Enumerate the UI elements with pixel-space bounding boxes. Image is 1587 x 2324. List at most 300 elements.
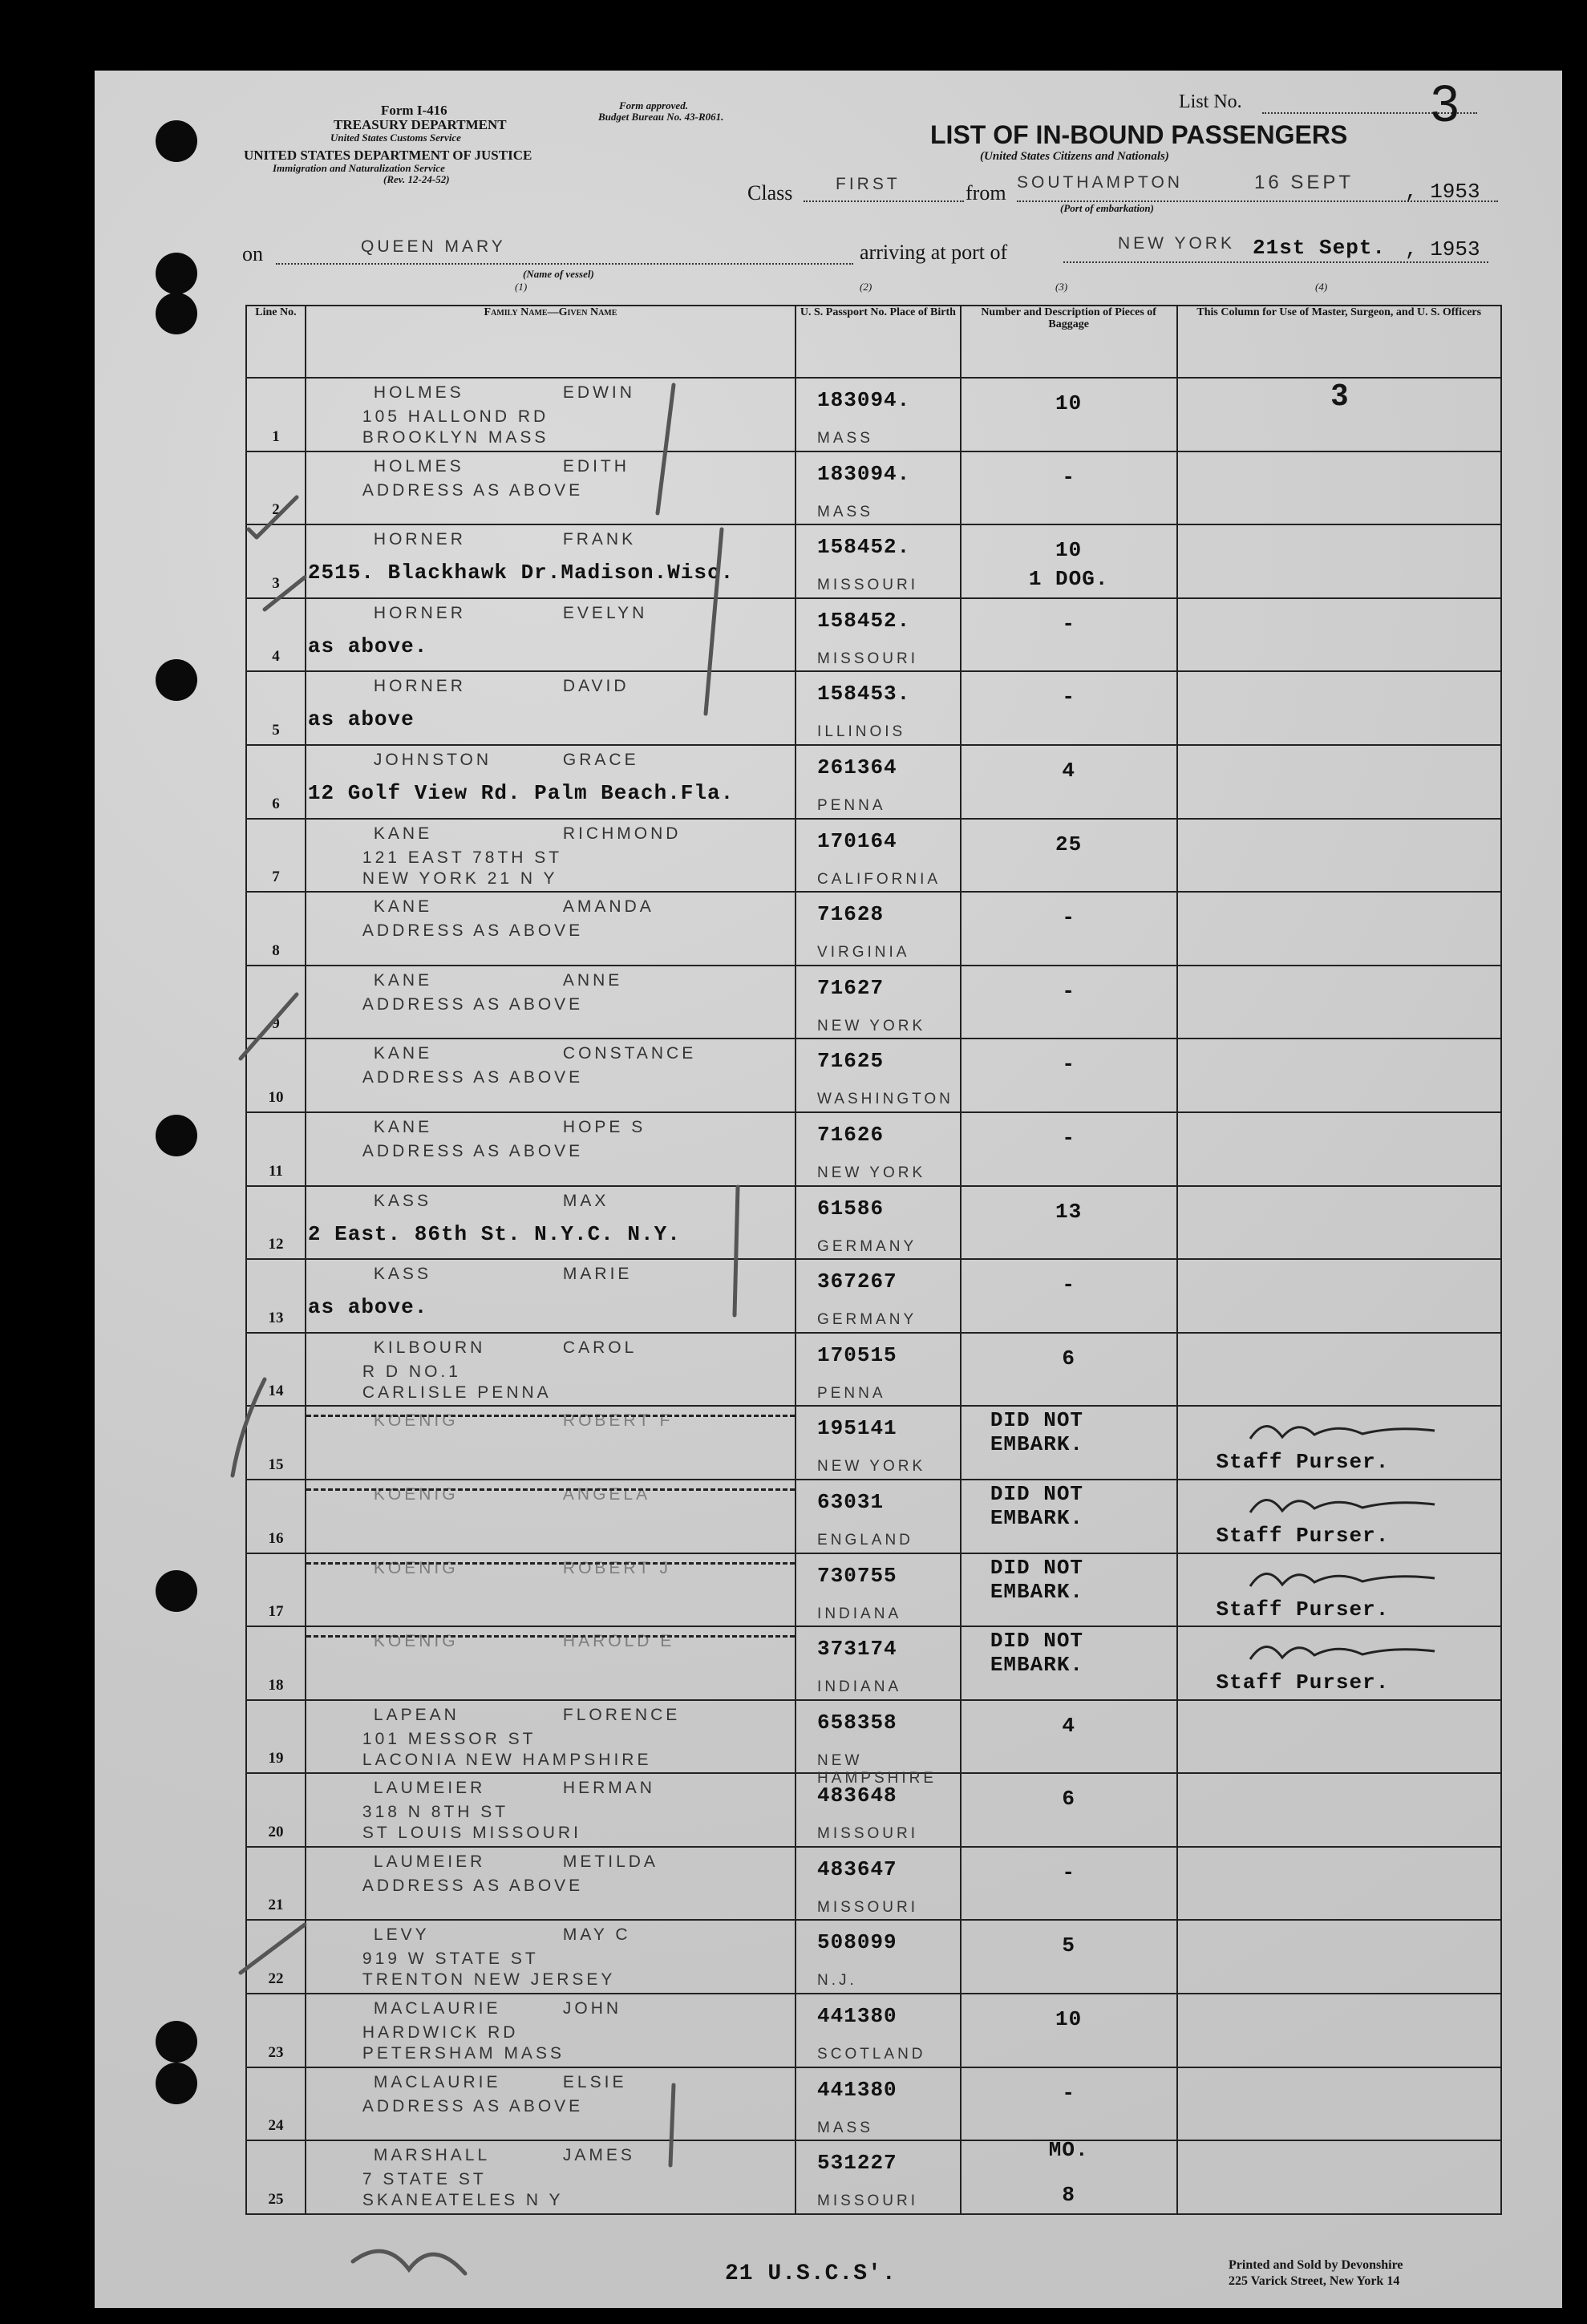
place-of-birth: MASS — [817, 430, 873, 447]
purser-signature — [1242, 1488, 1451, 1520]
form-number: Form I-416 — [381, 103, 447, 118]
place-of-birth: SCOTLAND — [817, 2046, 926, 2063]
family-name: KOENIG — [373, 1484, 459, 1504]
officer-cell — [1177, 745, 1502, 819]
family-name: MACLAURIE — [373, 1999, 501, 2018]
passport-cell — [796, 1406, 961, 1480]
family-name: HOLMES — [373, 456, 464, 476]
baggage-count: 10 — [1055, 2007, 1083, 2032]
address-line-2: SKANEATELES N Y — [362, 2191, 564, 2210]
arrival-port: NEW YORK — [1118, 234, 1235, 253]
address-line-1: R D NO.1 — [362, 1362, 461, 1381]
officer-cell — [1177, 1333, 1502, 1407]
officer-cell — [1177, 598, 1502, 672]
address-typed: as above. — [307, 1295, 428, 1320]
baggage-cell — [961, 1700, 1177, 1774]
passport-number: 71628 — [817, 902, 885, 927]
given-name: EDITH — [562, 456, 630, 476]
passport-cell — [796, 1186, 961, 1260]
place-of-birth: MISSOURI — [817, 1825, 918, 1843]
line-number: 8 — [272, 941, 280, 959]
arrival-line — [1063, 261, 1488, 263]
did-not-embark-note: DID NOT EMBARK. — [990, 1481, 1084, 1530]
line-number: 18 — [268, 1676, 284, 1694]
binder-hole — [156, 2021, 197, 2063]
place-of-birth: MASS — [817, 2119, 873, 2136]
family-name: KOENIG — [373, 1558, 459, 1577]
passport-number: 71627 — [817, 975, 885, 1000]
baggage-cell — [961, 819, 1177, 893]
given-name: DAVID — [562, 677, 630, 696]
place-of-birth: WASHINGTON — [817, 1091, 953, 1108]
address-line-1: 121 EAST 78TH ST — [362, 848, 563, 867]
place-of-birth: MISSOURI — [817, 577, 918, 594]
place-of-birth: ENGLAND — [817, 1531, 913, 1549]
passport-cell — [796, 1480, 961, 1553]
address-line-1: ADDRESS AS ABOVE — [362, 921, 584, 941]
officer-cell — [1177, 1406, 1502, 1480]
baggage-count: 6 — [1062, 1787, 1075, 1812]
passport-cell — [796, 671, 961, 745]
baggage-count: 13 — [1055, 1199, 1083, 1224]
baggage-count: - — [1062, 1273, 1075, 1298]
address-line-2: NEW YORK 21 N Y — [362, 868, 558, 888]
passport-cell — [796, 966, 961, 1039]
vessel-value: QUEEN MARY — [361, 237, 506, 256]
baggage-count: - — [1062, 905, 1075, 930]
class-value: FIRST — [836, 175, 901, 193]
place-of-birth: MASS — [817, 503, 873, 520]
printer-line-2: 225 Varick Street, New York 14 — [1229, 2274, 1400, 2288]
from-value: SOUTHAMPTON — [1017, 173, 1183, 192]
family-name: KOENIG — [373, 1632, 459, 1651]
line-number: 15 — [268, 1456, 284, 1473]
given-name: ELSIE — [562, 2072, 627, 2091]
baggage-cell — [961, 1259, 1177, 1333]
form-title: LIST OF IN-BOUND PASSENGERS — [930, 120, 1348, 149]
col-mark-3: (3) — [1055, 281, 1068, 293]
place-of-birth: N.J. — [817, 1972, 857, 1990]
address-line-2: TRENTON NEW JERSEY — [362, 1970, 616, 1990]
col-name: Family Name—Given Name — [306, 306, 796, 378]
family-name: HORNER — [373, 677, 466, 696]
treasury-dept: TREASURY DEPARTMENT — [334, 117, 507, 132]
given-name: FLORENCE — [562, 1705, 681, 1724]
baggage-pre: MO. — [1048, 2138, 1089, 2163]
line-number: 6 — [272, 795, 280, 812]
baggage-cell — [961, 745, 1177, 819]
passport-cell — [796, 819, 961, 893]
address-line-1: ADDRESS AS ABOVE — [362, 2096, 584, 2115]
on-label: on — [242, 242, 263, 265]
staff-purser: Staff Purser. — [1216, 1670, 1390, 1695]
line-number: 17 — [268, 1603, 284, 1621]
binder-hole — [156, 1570, 197, 1612]
passport-cell — [796, 892, 961, 966]
officer-cell — [1177, 1773, 1502, 1847]
family-name: HORNER — [373, 530, 466, 549]
family-name: KANE — [373, 897, 433, 917]
line-number: 19 — [268, 1750, 284, 1767]
did-not-embark-note: DID NOT EMBARK. — [990, 1629, 1084, 1678]
list-no-label: List No. — [1179, 91, 1242, 112]
passport-cell — [796, 524, 961, 598]
baggage-cell — [961, 451, 1177, 525]
baggage-count: - — [1062, 464, 1075, 489]
given-name: ROBERT J — [562, 1558, 672, 1577]
given-name: ANNE — [562, 970, 623, 990]
baggage-count: 4 — [1062, 758, 1075, 783]
justice-dept: UNITED STATES DEPARTMENT OF JUSTICE — [244, 148, 532, 163]
col-mark-4: (4) — [1315, 281, 1328, 293]
baggage-count: - — [1062, 685, 1075, 710]
passport-cell — [796, 1333, 961, 1407]
place-of-birth: MISSOURI — [817, 2192, 918, 2210]
address-typed: as above. — [307, 634, 428, 658]
place-of-birth: NEW HAMPSHIRE — [817, 1751, 937, 1787]
passport-cell — [796, 745, 961, 819]
binder-hole — [156, 293, 197, 334]
passport-cell — [796, 2140, 961, 2214]
passport-number: 531227 — [817, 2151, 897, 2176]
line-number: 12 — [268, 1236, 284, 1253]
passport-cell — [796, 1039, 961, 1112]
arriving-label: arriving at port of — [860, 241, 1008, 264]
family-name: KASS — [373, 1191, 431, 1210]
binder-hole — [156, 659, 197, 701]
passport-number: 373174 — [817, 1637, 897, 1662]
passport-number: 483648 — [817, 1783, 897, 1808]
given-name: METILDA — [562, 1852, 658, 1871]
given-name: RICHMOND — [562, 824, 682, 843]
vessel-line — [276, 263, 853, 265]
passport-number: 367267 — [817, 1269, 897, 1294]
passport-cell — [796, 598, 961, 672]
address-line-1: ADDRESS AS ABOVE — [362, 994, 584, 1014]
passport-cell — [796, 1553, 961, 1627]
baggage-cell — [961, 1186, 1177, 1260]
line-number: 5 — [272, 721, 280, 739]
officer-cell — [1177, 819, 1502, 893]
from-label: from — [966, 181, 1006, 204]
baggage-count: 5 — [1062, 1933, 1075, 1958]
baggage-count: - — [1062, 611, 1075, 636]
binder-hole — [156, 1115, 197, 1156]
given-name: GRACE — [562, 750, 639, 769]
date-value: 16 SEPT — [1254, 172, 1354, 193]
place-of-birth: VIRGINIA — [817, 944, 910, 962]
passport-number: 441380 — [817, 2004, 897, 2029]
officer-cell — [1177, 1626, 1502, 1700]
passport-cell — [796, 1920, 961, 1994]
baggage-cell — [961, 1480, 1177, 1553]
family-name: LAPEAN — [373, 1705, 460, 1724]
address-line-1: ADDRESS AS ABOVE — [362, 1141, 584, 1160]
staff-purser: Staff Purser. — [1216, 1450, 1390, 1475]
officer-cell — [1177, 1553, 1502, 1627]
passport-number: 158453. — [817, 682, 911, 707]
address-line-1: ADDRESS AS ABOVE — [362, 480, 584, 500]
baggage-cell — [961, 1112, 1177, 1186]
passport-number: 195141 — [817, 1416, 897, 1441]
baggage-cell — [961, 1920, 1177, 1994]
line-number: 22 — [268, 1970, 284, 1988]
place-of-birth: GERMANY — [817, 1311, 917, 1329]
officer-cell — [1177, 1186, 1502, 1260]
staff-purser: Staff Purser. — [1216, 1597, 1390, 1622]
place-of-birth: PENNA — [817, 1384, 886, 1402]
passport-cell — [796, 378, 961, 451]
passport-number: 170164 — [817, 828, 897, 853]
given-name: ROBERT F — [562, 1411, 674, 1431]
passport-number: 61586 — [817, 1196, 885, 1221]
col-mark-1: (1) — [515, 281, 528, 293]
place-of-birth: INDIANA — [817, 1605, 902, 1622]
given-name: ANGELA — [562, 1484, 651, 1504]
col-line: Line No. — [246, 306, 306, 378]
officer-cell — [1177, 1112, 1502, 1186]
passport-number: 730755 — [817, 1563, 897, 1588]
line-number: 13 — [268, 1309, 284, 1326]
baggage-cell — [961, 1553, 1177, 1627]
address-line-1: HARDWICK RD — [362, 2023, 519, 2043]
place-of-birth: NEW YORK — [817, 1017, 926, 1034]
footer-code: 21 U.S.C.S'. — [725, 2261, 897, 2286]
place-of-birth: ILLINOIS — [817, 723, 906, 741]
passport-number: 441380 — [817, 2077, 897, 2102]
class-label: Class — [747, 181, 793, 204]
baggage-cell — [961, 2067, 1177, 2141]
year-2: , 1953 — [1405, 237, 1480, 261]
baggage-count: 10 — [1055, 538, 1083, 563]
given-name: EVELYN — [562, 603, 648, 622]
officer-cell — [1177, 2067, 1502, 2141]
place-of-birth: PENNA — [817, 796, 886, 814]
port-embark-note: (Port of embarkation) — [1060, 202, 1154, 214]
did-not-embark-note: DID NOT EMBARK. — [990, 1555, 1084, 1604]
place-of-birth: MISSOURI — [817, 650, 918, 667]
baggage-cell — [961, 2140, 1177, 2214]
passport-number: 483647 — [817, 1856, 897, 1881]
given-name: EDWIN — [562, 383, 635, 402]
line-number: 1 — [272, 427, 280, 445]
baggage-cell — [961, 378, 1177, 451]
family-name: MACLAURIE — [373, 2072, 501, 2091]
address-line-2: LACONIA NEW HAMPSHIRE — [362, 1750, 652, 1769]
staff-purser: Staff Purser. — [1216, 1523, 1390, 1548]
budget-bureau: Budget Bureau No. 43-R061. — [598, 111, 724, 123]
address-line-1: 101 MESSOR ST — [362, 1729, 536, 1748]
passport-number: 63031 — [817, 1489, 885, 1514]
baggage-cell — [961, 1773, 1177, 1847]
baggage-count: - — [1062, 1860, 1075, 1885]
officer-cell — [1177, 524, 1502, 598]
baggage-count: - — [1062, 1052, 1075, 1077]
passport-cell — [796, 451, 961, 525]
form-approved: Form approved. — [619, 99, 688, 111]
passport-cell — [796, 2067, 961, 2141]
arrival-date: 21st Sept. — [1253, 236, 1387, 260]
given-name: CAROL — [562, 1338, 638, 1357]
officer-cell — [1177, 1920, 1502, 1994]
did-not-embark-note: DID NOT EMBARK. — [990, 1408, 1084, 1457]
family-name: LEVY — [373, 1925, 430, 1945]
binder-hole — [156, 2063, 197, 2104]
passport-number: 658358 — [817, 1710, 897, 1735]
family-name: HORNER — [373, 603, 466, 622]
place-of-birth: MISSOURI — [817, 1898, 918, 1916]
given-name: JAMES — [562, 2146, 635, 2165]
passport-number: 158452. — [817, 535, 911, 560]
address-line-1: 105 HALLOND RD — [362, 407, 549, 426]
family-name: KANE — [373, 970, 433, 990]
address-line-2: PETERSHAM MASS — [362, 2044, 565, 2063]
line-number: 7 — [272, 868, 280, 886]
given-name: HAROLD E — [562, 1632, 675, 1651]
col-mark-2: (2) — [860, 281, 872, 293]
line-number: 24 — [268, 2117, 284, 2135]
passport-number: 183094. — [817, 388, 911, 412]
line-number: 3 — [272, 574, 280, 592]
col-officers: This Column for Use of Master, Surgeon, and U. S. Officers — [1177, 306, 1502, 378]
place-of-birth: NEW YORK — [817, 1164, 926, 1181]
passport-number: 183094. — [817, 461, 911, 486]
baggage-cell — [961, 671, 1177, 745]
baggage-count: - — [1062, 1125, 1075, 1150]
line-number: 10 — [268, 1088, 284, 1106]
passport-number: 71625 — [817, 1049, 885, 1074]
address-line-1: 318 N 8TH ST — [362, 1803, 509, 1822]
family-name: KILBOURN — [373, 1338, 486, 1357]
officer-cell — [1177, 966, 1502, 1039]
passport-cell — [796, 1626, 961, 1700]
family-name: KANE — [373, 1044, 433, 1063]
baggage-count: - — [1062, 978, 1075, 1003]
family-name: KANE — [373, 824, 433, 843]
passport-cell — [796, 1847, 961, 1921]
baggage-count: 6 — [1062, 1346, 1075, 1371]
given-name: JOHN — [562, 1999, 622, 2018]
col-passport: U. S. Passport No. Place of Birth — [796, 306, 961, 378]
baggage-cell — [961, 524, 1177, 598]
pencil-ticks — [192, 369, 770, 2294]
family-name: HOLMES — [373, 383, 464, 402]
family-name: KOENIG — [373, 1411, 459, 1431]
binder-hole — [156, 253, 197, 294]
printer-line-1: Printed and Sold by Devonshire — [1229, 2258, 1403, 2272]
address-line-2: CARLISLE PENNA — [362, 1383, 552, 1402]
line-number: 11 — [268, 1162, 283, 1180]
baggage-cell — [961, 1626, 1177, 1700]
officer-cell — [1177, 671, 1502, 745]
baggage-count: 25 — [1055, 832, 1083, 856]
place-of-birth: NEW YORK — [817, 1458, 926, 1476]
baggage-cell — [961, 966, 1177, 1039]
address-line-2: ST LOUIS MISSOURI — [362, 1824, 581, 1843]
address-typed: 2515. Blackhawk Dr.Madison.Wisc. — [307, 561, 735, 585]
passport-cell — [796, 1994, 961, 2067]
passport-number: 170515 — [817, 1342, 897, 1367]
customs-service: United States Customs Service — [330, 132, 461, 144]
baggage-count: 8 — [1062, 2183, 1075, 2208]
purser-signature — [1242, 1562, 1451, 1594]
baggage-cell — [961, 1994, 1177, 2067]
passport-number: 71626 — [817, 1122, 885, 1147]
passport-cell — [796, 1773, 961, 1847]
revision: (Rev. 12-24-52) — [383, 173, 450, 185]
given-name: MAY C — [562, 1925, 631, 1945]
address-typed: 2 East. 86th St. N.Y.C. N.Y. — [307, 1221, 681, 1246]
baggage-cell — [961, 598, 1177, 672]
address-line-1: ADDRESS AS ABOVE — [362, 1068, 584, 1087]
address-line-1: 919 W STATE ST — [362, 1949, 539, 1969]
baggage-count: 10 — [1055, 391, 1083, 415]
officer-cell — [1177, 1700, 1502, 1774]
year-1: , 1953 — [1405, 180, 1480, 204]
given-name: HOPE S — [562, 1117, 646, 1136]
address-typed: as above — [307, 707, 415, 732]
line-number: 20 — [268, 1823, 284, 1840]
officer-cell — [1177, 1480, 1502, 1553]
table-header — [246, 306, 1501, 378]
baggage-count: 4 — [1062, 1713, 1075, 1738]
given-name: AMANDA — [562, 897, 654, 917]
officer-cell — [1177, 1847, 1502, 1921]
ins-service: Immigration and Naturalization Service — [273, 162, 445, 174]
place-of-birth: INDIANA — [817, 1678, 902, 1696]
col-baggage: Number and Description of Pieces of Baggage — [961, 306, 1177, 378]
list-no-value: 3 — [1431, 75, 1459, 132]
family-name: KANE — [373, 1117, 433, 1136]
baggage-cell — [961, 1333, 1177, 1407]
place-of-birth: CALIFORNIA — [817, 870, 941, 888]
officer-mark: 3 — [1331, 379, 1349, 412]
baggage-count: - — [1062, 2080, 1075, 2105]
family-name: LAUMEIER — [373, 1852, 486, 1871]
address-typed: 12 Golf View Rd. Palm Beach.Fla. — [307, 780, 735, 805]
family-name: LAUMEIER — [373, 1779, 486, 1798]
line-number: 2 — [272, 501, 280, 519]
line-number: 23 — [268, 2043, 284, 2061]
officer-cell — [1177, 892, 1502, 966]
given-name: MARIE — [562, 1265, 633, 1284]
baggage-cell — [961, 1406, 1177, 1480]
address-line-2: BROOKLYN MASS — [362, 428, 549, 447]
line-number: 16 — [268, 1529, 284, 1547]
vessel-note: (Name of vessel) — [523, 268, 594, 280]
line-number: 25 — [268, 2190, 284, 2208]
officer-cell — [1177, 2140, 1502, 2214]
passport-cell — [796, 1259, 961, 1333]
passport-number: 261364 — [817, 755, 897, 779]
given-name: CONSTANCE — [562, 1044, 697, 1063]
line-number: 14 — [268, 1383, 284, 1400]
given-name: FRANK — [562, 530, 637, 549]
baggage-cell — [961, 1847, 1177, 1921]
line-number: 21 — [268, 1897, 284, 1914]
officer-cell — [1177, 1994, 1502, 2067]
purser-signature — [1242, 1635, 1451, 1667]
officer-cell — [1177, 1039, 1502, 1112]
class-line — [804, 200, 964, 202]
binder-hole — [156, 120, 197, 162]
family-name: MARSHALL — [373, 2146, 491, 2165]
passport-cell — [796, 1700, 961, 1787]
address-line-1: 7 STATE ST — [362, 2170, 487, 2189]
baggage-cell — [961, 1039, 1177, 1112]
passport-number: 508099 — [817, 1930, 897, 1955]
family-name: JOHNSTON — [373, 750, 492, 769]
